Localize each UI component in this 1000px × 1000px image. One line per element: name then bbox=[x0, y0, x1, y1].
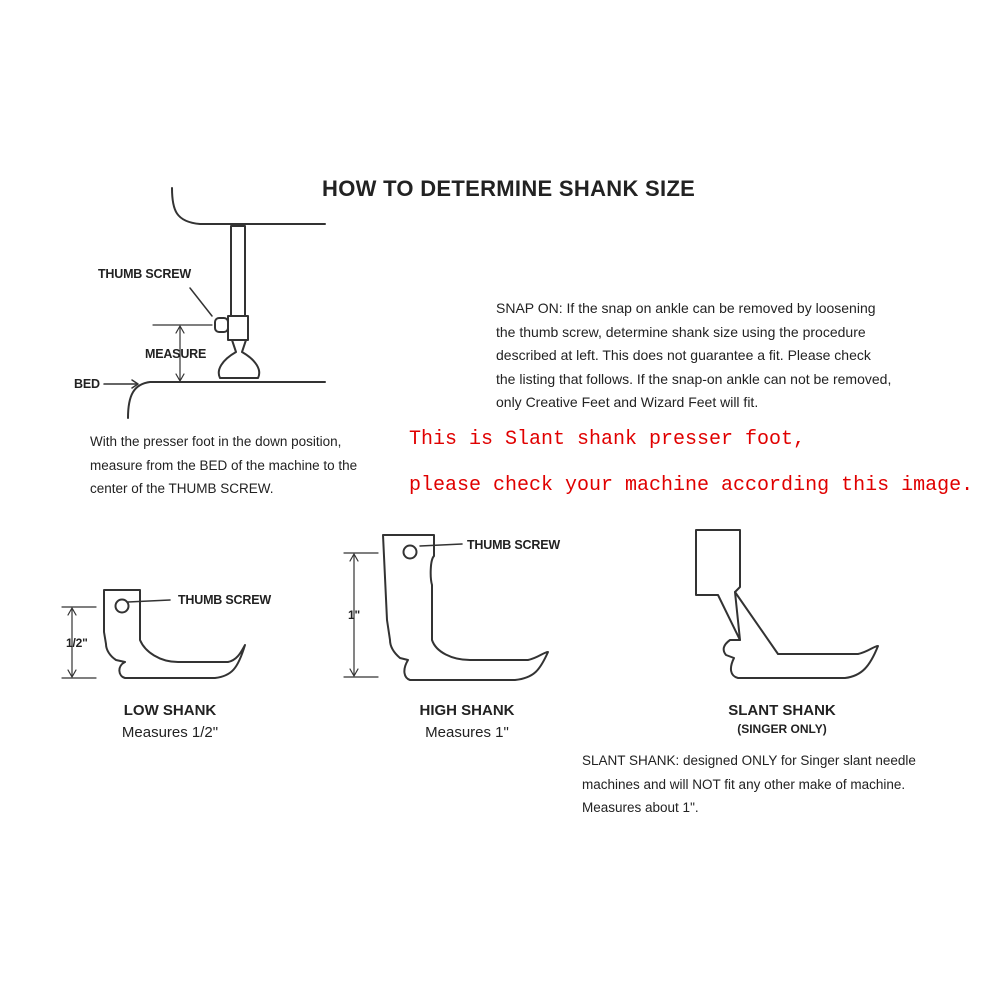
snap-on-line: the thumb screw, determine shank size using the procedure bbox=[496, 323, 866, 340]
slant-shank-foot-drawing bbox=[696, 530, 878, 678]
low-shank-thumb-screw-label: THUMB SCREW bbox=[178, 593, 271, 607]
presser-ankle bbox=[228, 316, 248, 340]
notice-line-1: This is Slant shank presser foot, bbox=[409, 428, 806, 451]
machine-arm-outline bbox=[172, 188, 325, 224]
presser-bar bbox=[231, 226, 245, 316]
slant-description-line: machines and will NOT fit any other make of machine. bbox=[582, 776, 906, 792]
low-shank-measure: Measures 1/2" bbox=[121, 724, 219, 741]
instruction-line: measure from the BED of the machine to the bbox=[90, 457, 358, 473]
thumb-screw-arrow bbox=[190, 288, 212, 316]
snap-on-line: SNAP ON: If the snap on ankle can be removed by loosening bbox=[496, 300, 876, 316]
slant-description-line: SLANT SHANK: designed ONLY for Singer slant needle bbox=[582, 753, 916, 768]
slant-description-line: Measures about 1". bbox=[582, 800, 699, 815]
snap-on-paragraph bbox=[496, 297, 891, 415]
thumb-screw-label: THUMB SCREW bbox=[98, 267, 191, 281]
machine-presser-foot bbox=[219, 340, 259, 378]
high-shank-measure: Measures 1" bbox=[425, 724, 509, 741]
snap-on-line: described at left. This does not guarantee a fit. Please check bbox=[496, 347, 871, 363]
slant-shank-name: SLANT SHANK bbox=[728, 702, 836, 719]
low-shank-dimension-label: 1/2" bbox=[66, 636, 88, 650]
snap-on-line: only Creative Feet and Wizard Feet will fit. bbox=[496, 394, 759, 410]
high-shank-dimension-label: 1" bbox=[348, 608, 360, 622]
thumb-screw bbox=[215, 318, 228, 332]
high-shank-thumb-screw-label: THUMB SCREW bbox=[467, 538, 560, 552]
snap-on-line: the listing that follows. If the snap-on ankle can not be removed, bbox=[496, 370, 892, 387]
low-shank-name: LOW SHANK bbox=[123, 702, 217, 719]
slant-shank-description bbox=[582, 749, 916, 820]
instruction-line: With the presser foot in the down position, bbox=[90, 434, 342, 449]
bed-label: BED bbox=[74, 377, 100, 391]
page-title: HOW TO DETERMINE SHANK SIZE bbox=[322, 176, 696, 201]
measuring-instructions bbox=[90, 430, 357, 501]
high-shank-foot-drawing bbox=[344, 535, 548, 680]
machine-bed-outline bbox=[128, 382, 325, 418]
notice-line-2: please check your machine according this image. bbox=[409, 474, 974, 497]
instruction-line: center of the THUMB SCREW. bbox=[90, 481, 274, 496]
slant-shank-note: (SINGER ONLY) bbox=[737, 722, 827, 736]
measure-label: MEASURE bbox=[145, 347, 207, 361]
high-shank-name: HIGH SHANK bbox=[419, 702, 515, 719]
